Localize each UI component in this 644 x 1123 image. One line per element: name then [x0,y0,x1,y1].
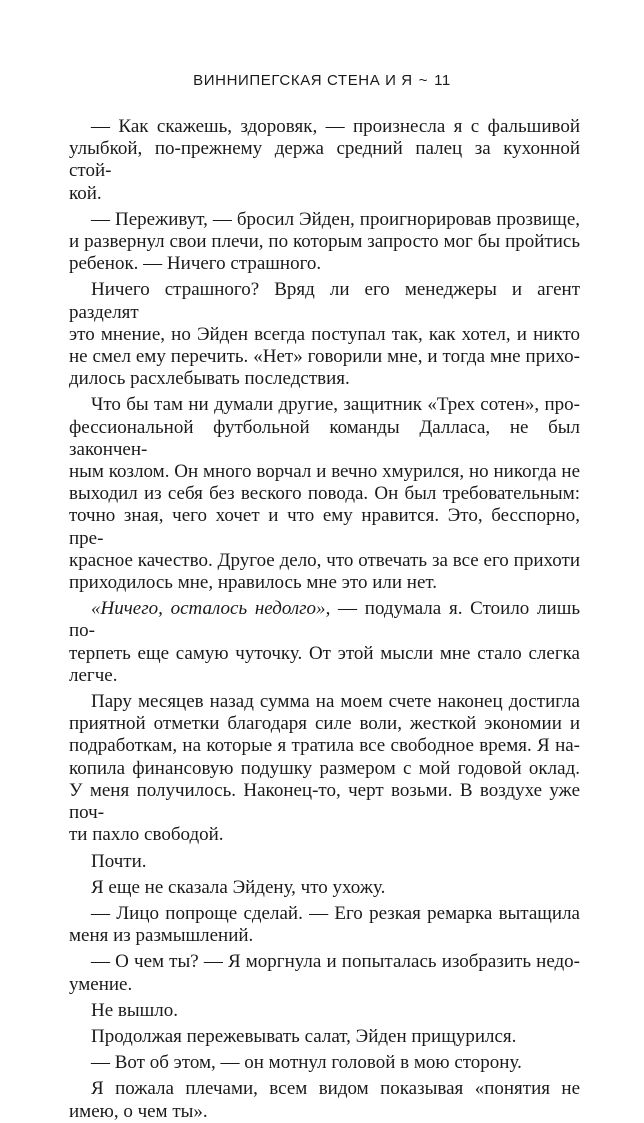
text-line: Почти. [91,850,147,872]
text-line: легче. [69,664,118,686]
paragraph [69,394,580,594]
running-title: ВИННИПЕГСКАЯ СТЕНА И Я [193,72,413,89]
text-line: дилось расхлебывать последствия. [69,368,350,390]
paragraph [69,951,580,995]
text-line: Я пожала плечами, всем видом показывая «понятия не [91,1078,580,1100]
text-line: — Лицо попроще сделай. — Его резкая ремарка вытащила [91,902,580,924]
text-line: У меня получилось. Наконец-то, черт возьми. В воздухе уже поч- [69,779,580,824]
paragraph [69,877,580,899]
paragraph [69,116,580,205]
italic-thought: «Ничего, осталось недолго» [91,598,326,620]
page-number: 11 [434,72,451,89]
paragraph [69,1052,580,1074]
text-line: Я еще не сказала Эйдену, что ухожу. [91,876,386,898]
text-line: — Как скажешь, здоровяк, — произнесла я с фальшивой [91,116,580,137]
text-line: ным козлом. Он много ворчал и вечно хмурился, но никогда не [69,461,580,483]
text-line: Что бы там ни думали другие, защитник «Трех сотен», про- [91,394,580,416]
text-line: — Вот об этом, — он мотнул головой в мою сторону. [91,1052,522,1074]
text-line: кой. [69,182,102,204]
text-line [69,598,580,642]
text-line: ти пахло свободой. [69,824,224,846]
text-line: умение. [69,973,133,995]
text-line: Ничего страшного? Вряд ли его менеджеры и агент разделят [69,279,580,323]
text-line: — Переживут, — бросил Эйден, проигнорировав прозвище, [91,208,580,230]
text-line: Не вышло. [91,999,179,1021]
paragraph [69,903,580,947]
text-line: выходил из себя без веского повода. Он был требовательным: [69,483,580,505]
text-line: ребенок. — Ничего страшного. [69,253,322,275]
text-line: имею, о чем ты». [69,1100,208,1122]
text-line: подработкам, на которые я тратила все свободное время. Я на- [69,735,580,757]
paragraph [69,691,580,846]
text-line: приятной отметки благодаря силе воли, жесткой экономии и [69,713,580,735]
text-line: не смел ему перечить. «Нет» говорили мне, и тогда мне прихо- [69,346,580,368]
body-text [69,116,580,1123]
paragraph [69,851,580,873]
text-fragment: , — подумала я. Стоило лишь по- [69,598,580,642]
paragraph [69,598,580,687]
text-line: точно зная, чего хочет и что ему нравится. Это, бесспорно, пре- [69,505,580,549]
text-line: меня из размышлений. [69,925,254,947]
text-line: терпеть еще самую чуточку. От этой мысли мне стало слегка [69,642,580,664]
text-line: это мнение, но Эйден всегда поступал так, как хотел, и никто [69,323,580,345]
text-line: приходилось мне, нравилось мне это или нет. [69,572,437,594]
text-line: и развернул свои плечи, по которым запросто мог бы пройтись [69,231,580,253]
header-separator: ~ [418,72,429,89]
paragraph [69,209,580,276]
text-line: улыбкой, по-прежнему держа средний палец за кухонной стой- [69,138,580,182]
paragraph [69,1026,580,1048]
text-line: копила финансовую подушку размером с мой годовой оклад. [69,757,580,779]
text-line: красное качество. Другое дело, что отвечать за все его прихоти [69,549,580,571]
paragraph [69,1000,580,1022]
text-line: Пару месяцев назад сумма на моем счете наконец достигла [91,691,580,713]
paragraph [69,1078,580,1122]
text-line: — О чем ты? — Я моргнула и попыталась изобразить недо- [91,951,580,973]
paragraph [69,279,580,390]
text-line: фессиональной футбольной команды Далласа, не был закончен- [69,416,580,460]
text-line: Продолжая пережевывать салат, Эйден прищурился. [91,1025,517,1047]
running-head [0,72,644,89]
